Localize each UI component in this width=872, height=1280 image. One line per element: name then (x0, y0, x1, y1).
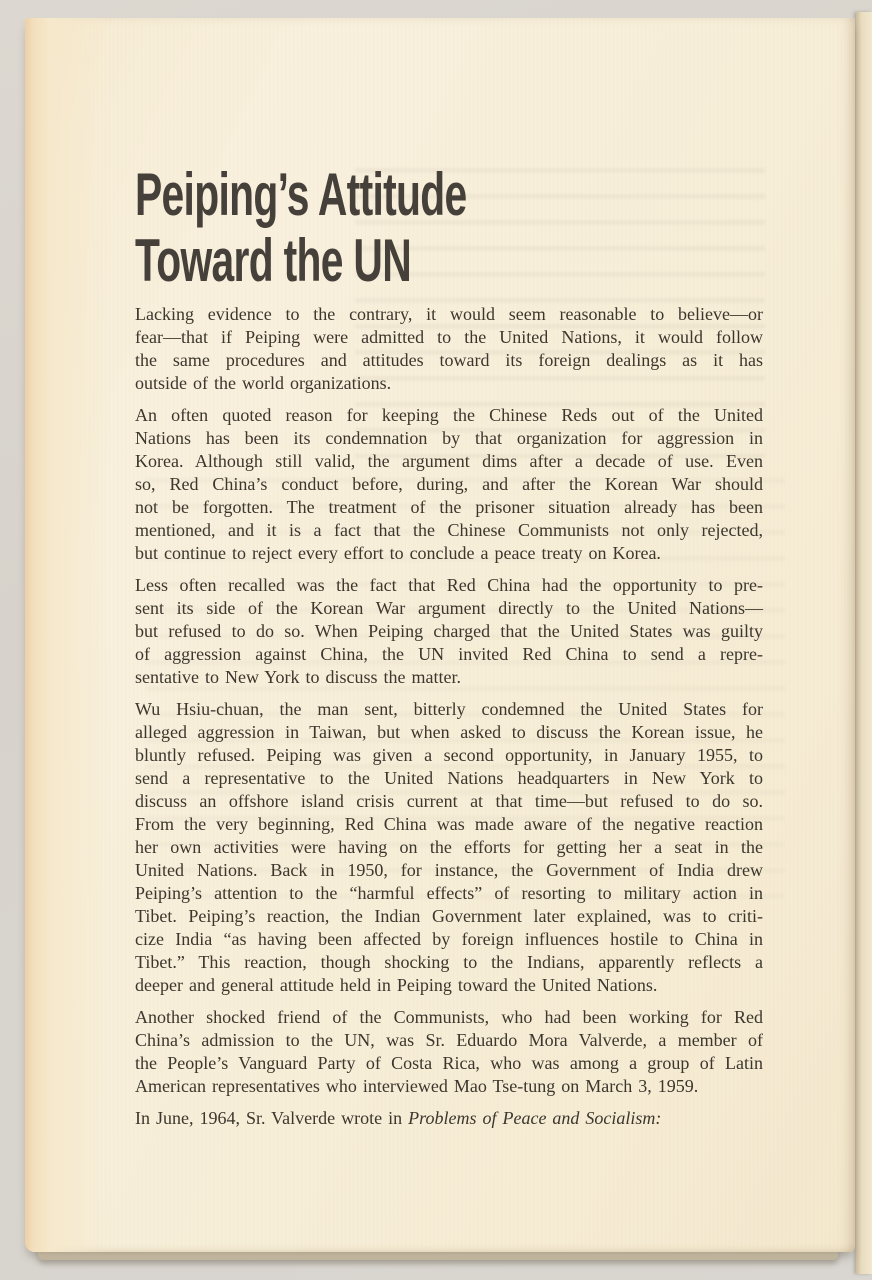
text-line: Tibet.” This reaction, though shocking to the Indians, apparently reflects a (135, 952, 763, 972)
text-line: but continue to reject every effort to conclude a peace treaty on Korea. (135, 543, 661, 563)
text-line: Another shocked friend of the Communists, who had been working for Red (135, 1007, 763, 1027)
text-line: bluntly refused. Peiping was given a second opportunity, in January 1955, to (135, 745, 763, 765)
text-line: sentative to New York to discuss the matter. (135, 667, 461, 687)
book-page (25, 18, 855, 1252)
adjacent-page-edge (856, 12, 872, 1274)
italic-run: Problems of Peace and Socialism: (408, 1108, 662, 1128)
text-line: Nations has been its condemnation by that organization for aggression in (135, 428, 763, 448)
page-title-line-2: Toward the UN (135, 227, 412, 294)
text-run: In June, 1964, Sr. Valverde wrote in (135, 1108, 409, 1128)
text-line: sent its side of the Korean War argument directly to the United Nations— (135, 598, 763, 618)
text-line: Korea. Although still valid, the argument dims after a decade of use. Even (135, 451, 763, 471)
page-title (135, 162, 763, 294)
text-line: Lacking evidence to the contrary, it would seem reasonable to believe—or (135, 304, 763, 324)
paragraph (135, 1006, 763, 1098)
body-text (135, 303, 763, 1130)
text-line: Tibet. Peiping’s reaction, the Indian Government later explained, was to criti- (135, 906, 763, 926)
text-line: mentioned, and it is a fact that the Chinese Communists not only rejected, (135, 520, 763, 540)
text-line: fear—that if Peiping were admitted to the United Nations, it would follow (135, 327, 763, 347)
text-line: United Nations. Back in 1950, for instance, the Government of India drew (135, 860, 763, 880)
text-line: American representatives who interviewed Mao Tse-tung on March 3, 1959. (135, 1076, 699, 1096)
text-line: not be forgotten. The treatment of the prisoner situation already has been (135, 497, 763, 517)
page-content (25, 18, 855, 1130)
text-line: From the very beginning, Red China was made aware of the negative reaction (135, 814, 763, 834)
text-line: send a representative to the United Nations headquarters in New York to (135, 768, 763, 788)
text-line: Wu Hsiu-chuan, the man sent, bitterly condemned the United States for (135, 699, 763, 719)
text-line: An often quoted reason for keeping the Chinese Reds out of the United (135, 405, 763, 425)
text-line: alleged aggression in Taiwan, but when asked to discuss the Korean issue, he (135, 722, 763, 742)
text-line: discuss an offshore island crisis current at that time—but refused to do so. (135, 791, 763, 811)
paragraph (135, 303, 763, 395)
text-line: outside of the world organizations. (135, 373, 392, 393)
paragraph (135, 574, 763, 689)
text-line: but refused to do so. When Peiping charged that the United States was guilty (135, 621, 763, 641)
text-line: Peiping’s attention to the “harmful effects” of resorting to military action in (135, 883, 763, 903)
text-line: cize India “as having been affected by foreign influences hostile to China in (135, 929, 763, 949)
text-line: of aggression against China, the UN invited Red China to send a repre- (135, 644, 763, 664)
text-line: so, Red China’s conduct before, during, and after the Korean War should (135, 474, 763, 494)
page-title-line-1: Peiping’s Attitude (135, 161, 467, 228)
paragraph (135, 404, 763, 565)
text-line (135, 1107, 763, 1130)
paragraph (135, 698, 763, 997)
text-line: deeper and general attitude held in Peiping toward the United Nations. (135, 975, 658, 995)
text-line: her own activities were having on the efforts for getting her a seat in the (135, 837, 763, 857)
text-line: China’s admission to the UN, was Sr. Eduardo Mora Valverde, a member of (135, 1030, 763, 1050)
paragraph (135, 1107, 763, 1130)
text-line: the same procedures and attitudes toward its foreign dealings as it has (135, 350, 763, 370)
text-line: Less often recalled was the fact that Red China had the opportunity to pre- (135, 575, 763, 595)
text-line: the People’s Vanguard Party of Costa Rica, who was among a group of Latin (135, 1053, 763, 1073)
